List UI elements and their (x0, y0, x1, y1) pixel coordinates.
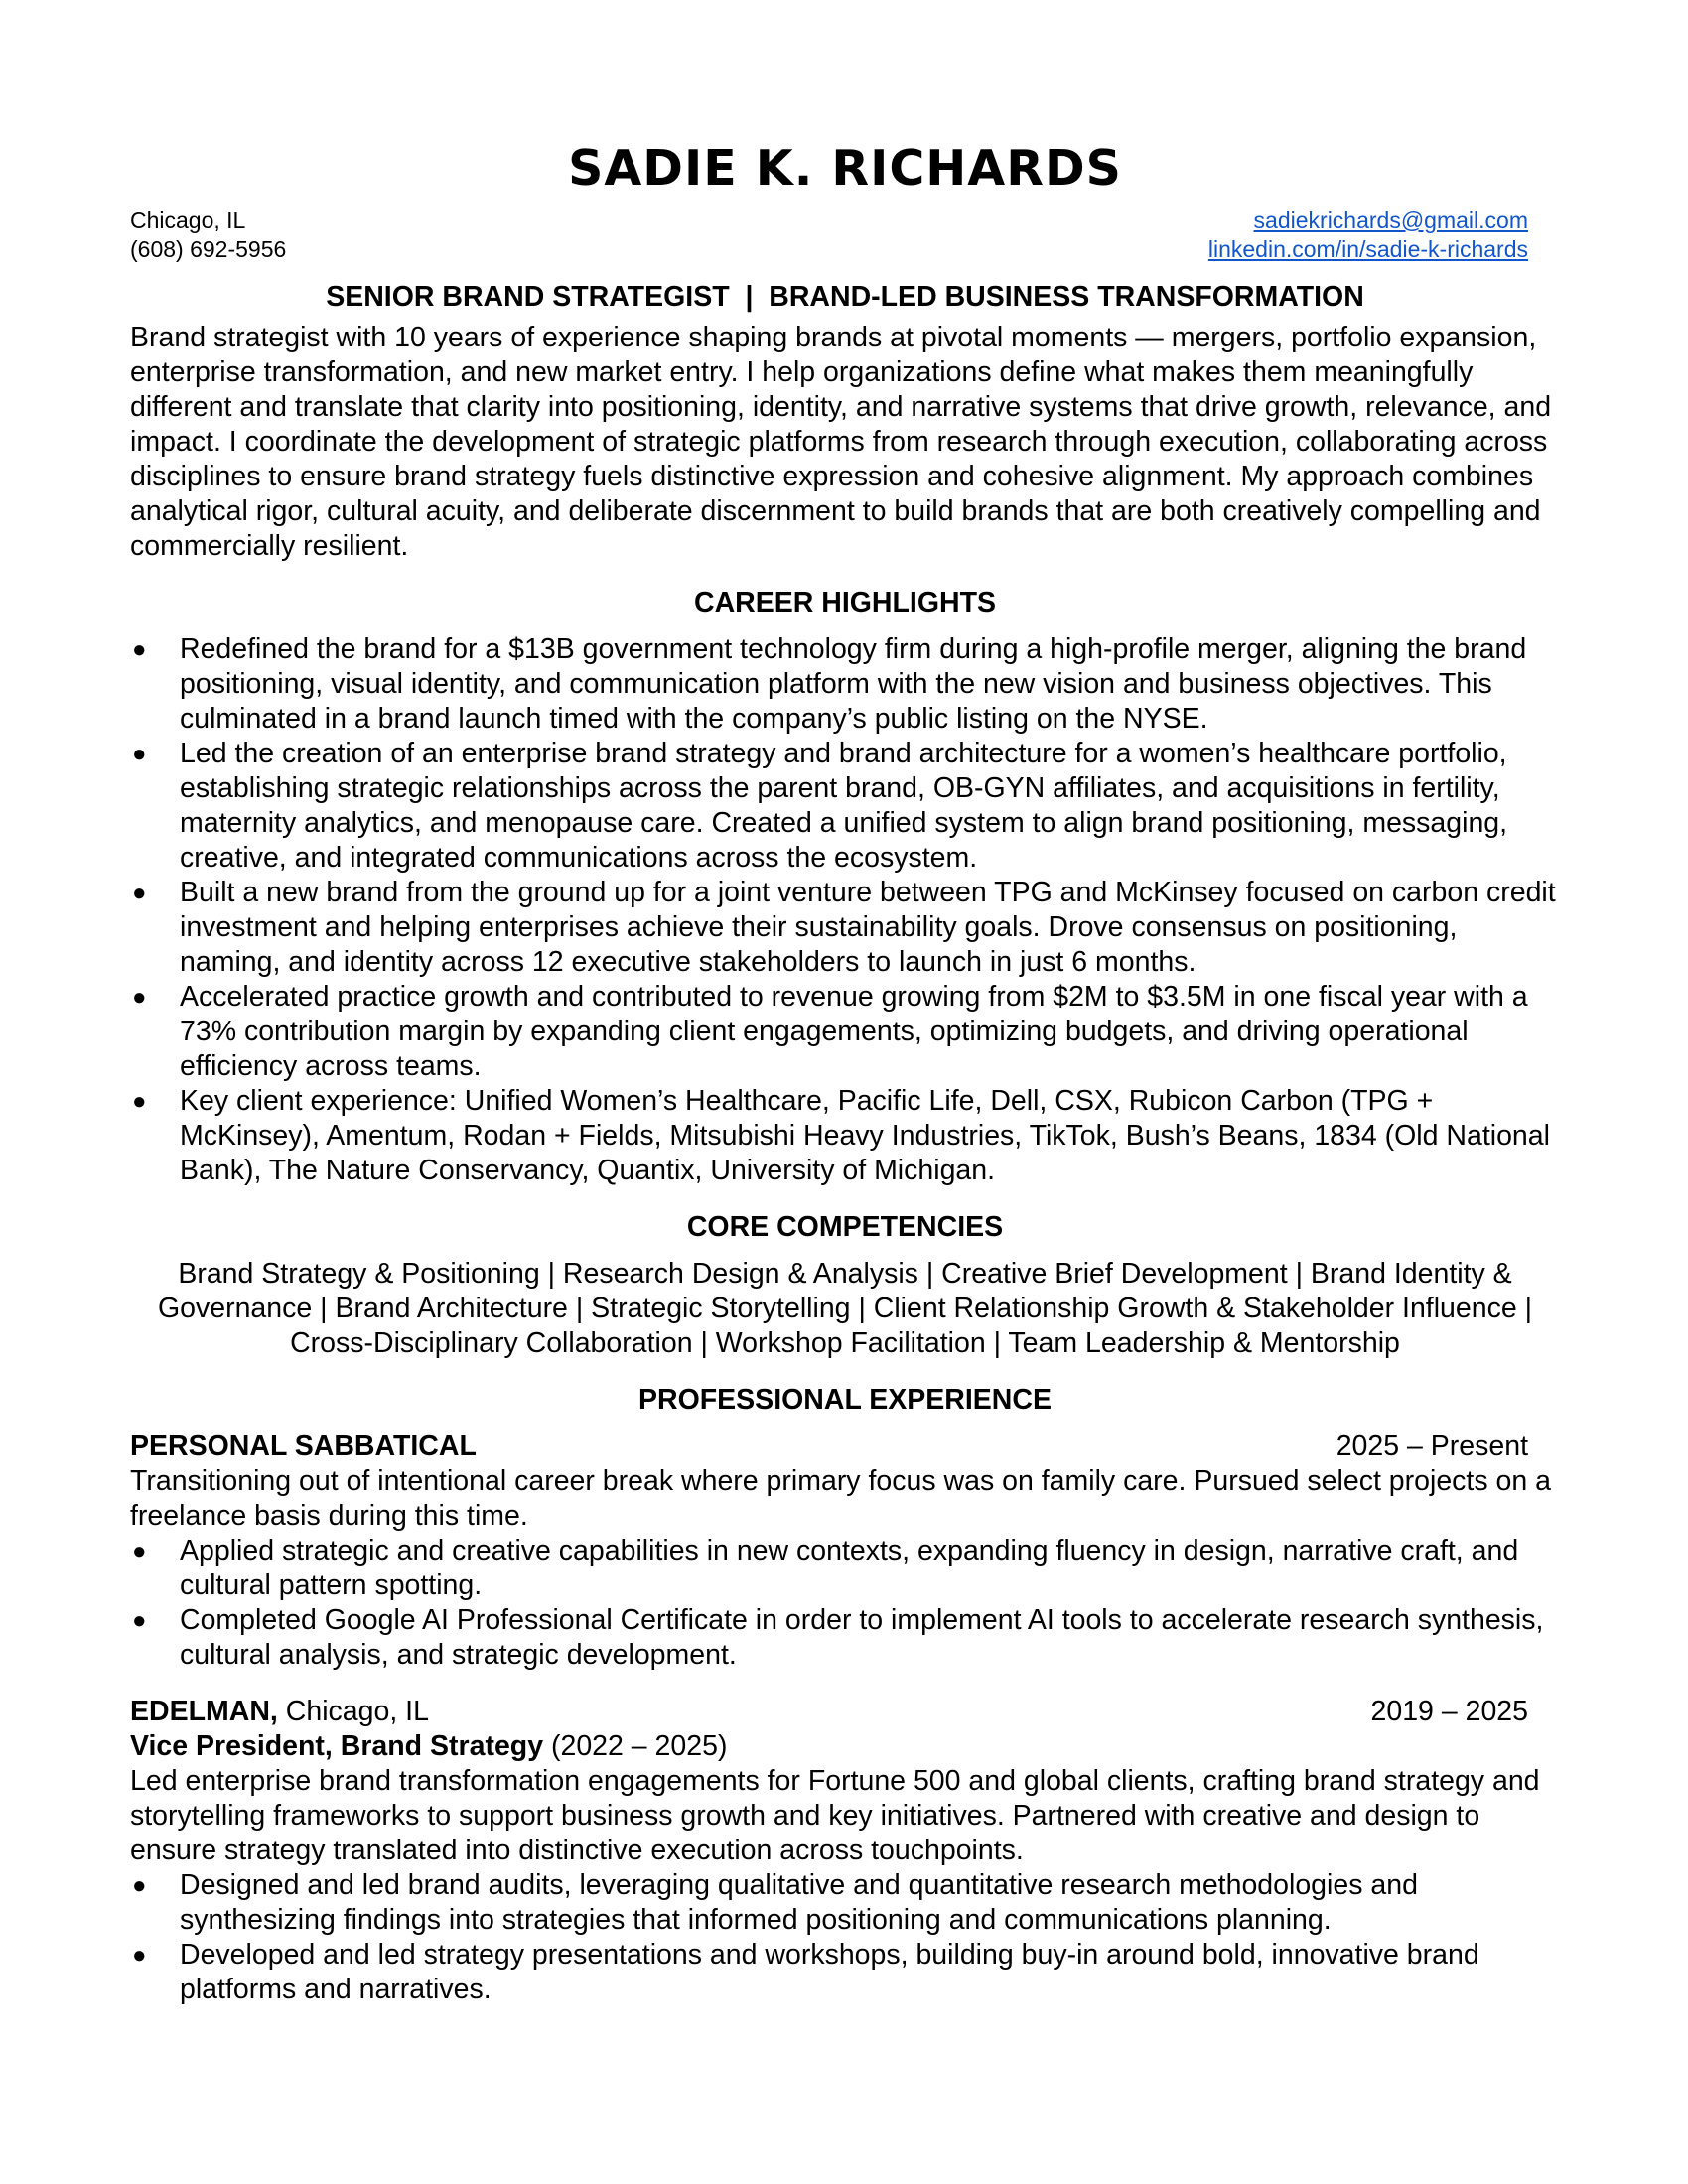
contact-city: Chicago, IL (130, 207, 246, 233)
sabbatical-description: Transitioning out of intentional career break where primary focus was on family care. Pursued select projects on a freelance basis during this time. (130, 1465, 1551, 1532)
bullet-icon: ● (132, 636, 147, 663)
linkedin-link[interactable]: linkedin.com/in/sadie-k-richards (1207, 236, 1528, 262)
contact-row-2 (130, 235, 1528, 264)
summary-paragraph: Brand strategist with 10 years of experience shaping brands at pivotal moments — mergers, portfolio expansion, enterprise transformation, and new market entry. I help organizations define what makes them meaningfully different and translate that clarity into positioning, identity, and narrative systems that drive growth, relevance, and impact. I coordinate the development of strategic platforms from research through execution, collaborating across disciplines to ensure brand strategy fuels distinctive expression and cohesive alignment. My approach combines analytical rigor, cultural acuity, and deliberate discernment to build brands that are both creatively compelling and commercially resilient. (130, 322, 1552, 562)
bullet-icon: ● (132, 1088, 147, 1115)
bullet-icon: ● (132, 1942, 147, 1969)
list-item: ● Applied strategic and creative capabilities in new contexts, expanding fluency in design, narrative craft, and cultural pattern spotting. (132, 1535, 1519, 1601)
bullet-icon: ● (132, 741, 147, 767)
core-competencies-text: Brand Strategy & Positioning | Research Design & Analysis | Creative Brief Development | Brand Identity & Governance | Brand Architecture | Strategic Storytelling | Client Relationship Growth & Stakeholder Influence | Cross-Disciplinary Collaboration | Workshop Facilitation | Team Leadership & Mentorship (157, 1258, 1533, 1359)
list-item: ● Redefined the brand for a $13B government technology firm during a high-profile merger, aligning the brand positioning, visual identity, and communication platform with the new vision and business objectives. This culminated in a brand launch timed with the company’s public listing on the NYSE. (132, 633, 1527, 735)
career-highlights-heading: CAREER HIGHLIGHTS (693, 587, 996, 618)
sabbatical-title: PERSONAL SABBATICAL (130, 1431, 477, 1462)
list-item: ● Accelerated practice growth and contributed to revenue growing from $2M to $3.5M in one fiscal year with a 73% contribution margin by expanding client engagements, optimizing budgets, and driving operational efficiency across teams. (132, 981, 1528, 1082)
list-item: ● Key client experience: Unified Women’s Healthcare, Pacific Life, Dell, CSX, Rubicon Carbon (TPG + McKinsey), Amentum, Rodan + Fields, Mitsubishi Heavy Industries, TikTok, Bush’s Beans, 1834 (Old National Bank), The Nature Conservancy, Quantix, University of Michigan. (132, 1085, 1550, 1186)
spacer (130, 1673, 1560, 1695)
contact-row-1 (130, 206, 1528, 235)
bullet-icon: ● (132, 880, 147, 906)
edelman-header (130, 1695, 1528, 1729)
edelman-dates: 2019 – 2025 (1370, 1696, 1528, 1727)
professional-headline: SENIOR BRAND STRATEGIST | BRAND-LED BUSINESS TRANSFORMATION (326, 281, 1364, 313)
sabbatical-header (130, 1430, 1528, 1464)
edelman-role-dates: (2022 – 2025) (543, 1730, 728, 1762)
bullet-icon: ● (132, 1607, 147, 1634)
bullet-icon: ● (132, 984, 147, 1011)
edelman-role-line (130, 1729, 1560, 1764)
list-item: ● Completed Google AI Professional Certificate in order to implement AI tools to accelerate research synthesis, cultural analysis, and strategic development. (132, 1604, 1544, 1671)
edelman-company: EDELMAN, (130, 1696, 278, 1727)
list-item: ● Designed and led brand audits, leveraging qualitative and quantitative research methodologies and synthesizing findings into strategies that informed positioning and communications planning. (132, 1869, 1418, 1936)
sabbatical-dates: 2025 – Present (1336, 1431, 1528, 1462)
bullet-icon: ● (132, 1872, 147, 1899)
core-competencies-heading: CORE COMPETENCIES (686, 1211, 1004, 1243)
resume-page (130, 139, 1560, 2007)
contact-phone: (608) 692-5956 (130, 236, 287, 262)
list-item: ● Built a new brand from the ground up for a joint venture between TPG and McKinsey focused on carbon credit investment and helping enterprises achieve their sustainability goals. Drove consensus on positioning, naming, and identity across 12 executive stakeholders to launch in just 6 months. (132, 877, 1556, 978)
professional-experience-heading: PROFESSIONAL EXPERIENCE (638, 1384, 1052, 1416)
candidate-name: SADIE K. RICHARDS (568, 140, 1122, 197)
edelman-bullets (130, 1868, 1560, 2007)
edelman-role: Vice President, Brand Strategy (130, 1730, 544, 1762)
list-item: ● Led the creation of an enterprise brand strategy and brand architecture for a women’s healthcare portfolio, establishing strategic relationships across the parent brand, OB-GYN affiliates, and acquisitions in fertility, maternity analytics, and menopause care. Created a unified system to align brand positioning, messaging, creative, and integrated communications across the ecosystem. (132, 738, 1508, 874)
edelman-description: Led enterprise brand transformation engagements for Fortune 500 and global clients, crafting brand strategy and storytelling frameworks to support business growth and key initiatives. Partnered with creative and design to ensure strategy translated into distinctive execution across touchpoints. (130, 1765, 1540, 1866)
list-item: ● Developed and led strategy presentations and workshops, building buy-in around bold, innovative brand platforms and narratives. (132, 1939, 1479, 2005)
bullet-icon: ● (132, 1538, 147, 1565)
email-link[interactable]: sadiekrichards@gmail.com (1253, 207, 1528, 233)
edelman-location: Chicago, IL (277, 1696, 429, 1727)
edelman-company-line (130, 1695, 429, 1729)
sabbatical-bullets (130, 1534, 1560, 1673)
career-highlights-list (130, 632, 1560, 1188)
